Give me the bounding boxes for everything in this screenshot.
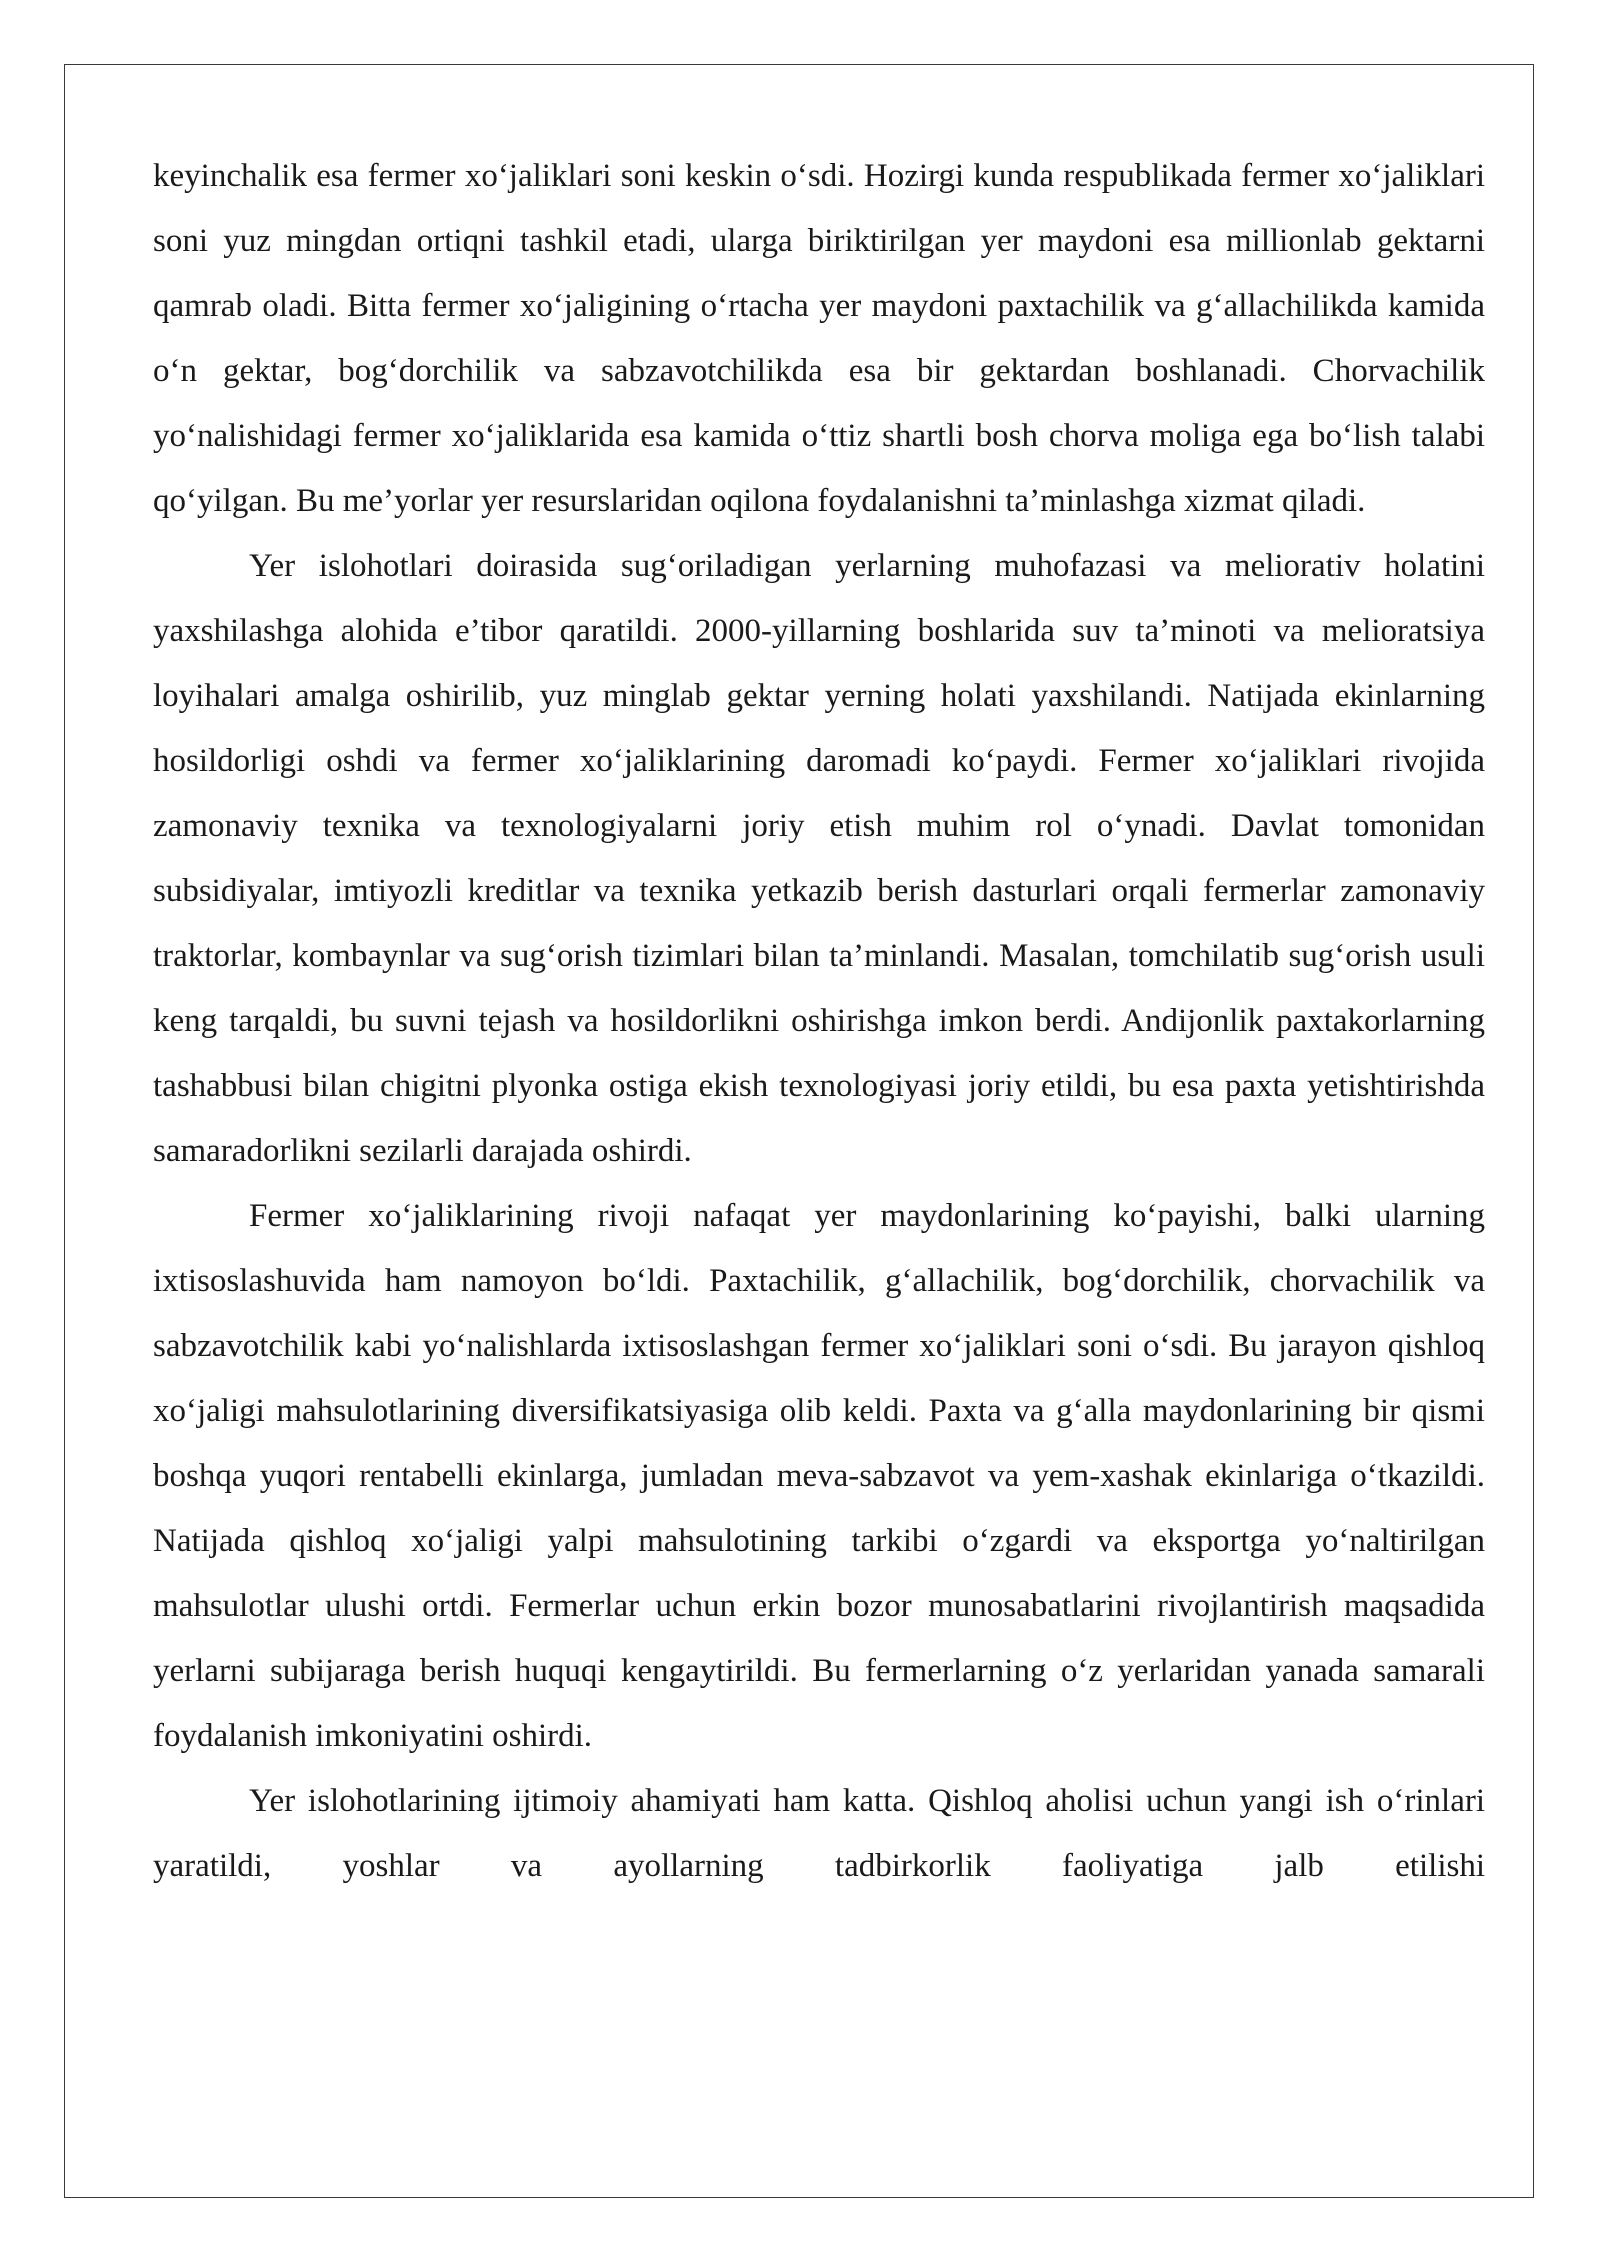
paragraph-irrigation-reforms: Yer islohotlari doirasida sug‘oriladigan yerlarning muhofazasi va meliorativ holatini yaxshilashga alohida e’tibor qaratildi. 2000-yillarning boshlarida suv ta’minoti va melioratsiya loyihalari amalga oshirilib, yuz minglab gektar yerning holati yaxshilandi. Natijada ekinlarning hosildorligi oshdi va fermer xo‘jaliklarining daromadi ko‘paydi. Fermer xo‘jaliklari rivojida zamonaviy texnika va texnologiyalarni joriy etish muhim rol o‘ynadi. Davlat tomonidan subsidiyalar, imtiyozli kreditlar va texnika yetkazib berish dasturlari orqali fermerlar zamonaviy traktorlar, kombaynlar va sug‘orish tizimlari bilan ta’minlandi. Masalan, tomchilatib sug‘orish usuli keng tarqaldi, bu suvni tejash va hosildorlikni oshirishga imkon berdi. Andijonlik paxtakorlarning tashabbusi bilan chigitni plyonka ostiga ekish texnologiyasi joriy etildi, bu esa paxta yetishtirishda samaradorlikni sezilarli darajada oshirdi.	[153, 548, 1485, 1169]
paragraph-continuation: keyinchalik esa fermer xo‘jaliklari soni keskin o‘sdi. Hozirgi kunda respublikada fermer xo‘jaliklari soni yuz mingdan ortiqni tashkil etadi, ularga biriktirilgan yer maydoni esa millionlab gektarni qamrab oladi. Bitta fermer xo‘jaligining o‘rtacha yer maydoni paxtachilik va g‘allachilikda kamida o‘n gektar, bog‘dorchilik va sabzavotchilikda esa bir gektardan boshlanadi. Chorvachilik yo‘nalishidagi fermer xo‘jaliklarida esa kamida o‘ttiz shartli bosh chorva moliga ega bo‘lish talabi qo‘yilgan. Bu me’yorlar yer resurslaridan oqilona foydalanishni ta’minlashga xizmat qiladi.	[153, 158, 1485, 519]
document-body	[153, 144, 1485, 1899]
paragraph-social-importance: Yer islohotlarining ijtimoiy ahamiyati ham katta. Qishloq aholisi uchun yangi ish o‘rinlari yaratildi, yoshlar va ayollarning tadbirkorlik faoliyatiga jalb etilishi	[153, 1783, 1485, 1884]
paragraph-farm-specialization: Fermer xo‘jaliklarining rivoji nafaqat yer maydonlarining ko‘payishi, balki ularning ixtisoslashuvida ham namoyon bo‘ldi. Paxtachilik, g‘allachilik, bog‘dorchilik, chorvachilik va sabzavotchilik kabi yo‘nalishlarda ixtisoslashgan fermer xo‘jaliklari soni o‘sdi. Bu jarayon qishloq xo‘jaligi mahsulotlarining diversifikatsiyasiga olib keldi. Paxta va g‘alla maydonlarining bir qismi boshqa yuqori rentabelli ekinlarga, jumladan meva-sabzavot va yem-xashak ekinlariga o‘tkazildi. Natijada qishloq xo‘jaligi yalpi mahsulotining tarkibi o‘zgardi va eksportga yo‘naltirilgan mahsulotlar ulushi ortdi. Fermerlar uchun erkin bozor munosabatlarini rivojlantirish maqsadida yerlarni subijaraga berish huquqi kengaytirildi. Bu fermerlarning o‘z yerlaridan yanada samarali foydalanish imkoniyatini oshirdi.	[153, 1198, 1485, 1754]
